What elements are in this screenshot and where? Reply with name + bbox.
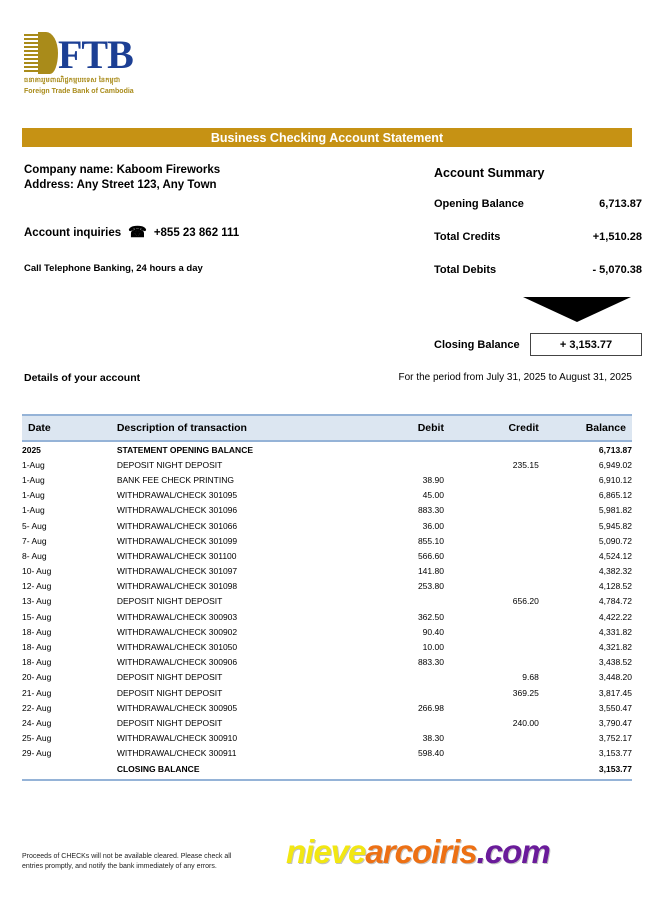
cell-debit — [345, 761, 444, 776]
transactions-table — [22, 414, 632, 776]
cell-debit: 266.98 — [417, 702, 444, 713]
cell-description: WITHDRAWAL/CHECK 301097 — [116, 566, 238, 577]
summary-row-total-debits — [434, 264, 642, 276]
cell-debit: 566.60 — [417, 550, 444, 561]
cell-description: WITHDRAWAL/CHECK 301098 — [116, 581, 238, 592]
cell-credit — [444, 700, 539, 715]
cell-debit — [345, 441, 444, 457]
watermark — [286, 833, 550, 871]
cell-date: 24- Aug — [22, 717, 52, 728]
logo-tagline: Foreign Trade Bank of Cambodia — [24, 88, 134, 95]
details-heading: Details of your account — [24, 372, 141, 384]
cell-description: WITHDRAWAL/CHECK 301066 — [116, 520, 238, 531]
cell-date: 25- Aug — [22, 733, 52, 744]
cell-debit — [345, 594, 444, 609]
table-row — [22, 518, 632, 533]
cell-description: WITHDRAWAL/CHECK 300903 — [116, 611, 238, 622]
cell-debit: 883.30 — [417, 505, 444, 516]
cell-balance: 3,550.47 — [598, 702, 632, 713]
telephone-icon: ☎ — [128, 224, 147, 241]
closing-balance-value: + 3,153.77 — [530, 333, 642, 356]
table-row — [22, 564, 632, 579]
total-debits-label: Total Debits — [434, 264, 497, 276]
account-summary — [434, 166, 642, 356]
table-row — [22, 533, 632, 548]
cell-date: 13- Aug — [22, 596, 52, 607]
watermark-part-3: .com — [476, 833, 550, 870]
table-row — [22, 715, 632, 730]
cell-description: WITHDRAWAL/CHECK 300905 — [116, 702, 238, 713]
cell-credit — [444, 548, 539, 563]
cell-description: WITHDRAWAL/CHECK 300906 — [116, 657, 238, 668]
cell-balance: 4,422.22 — [598, 611, 632, 622]
cell-debit: 36.00 — [422, 520, 444, 531]
table-row — [22, 457, 632, 472]
account-summary-title: Account Summary — [434, 166, 545, 180]
table-row — [22, 670, 632, 685]
cell-balance: 3,153.77 — [598, 763, 632, 774]
table-row — [22, 472, 632, 487]
cell-debit: 362.50 — [417, 611, 444, 622]
cell-description: WITHDRAWAL/CHECK 301100 — [116, 550, 237, 561]
cell-date: 5- Aug — [22, 520, 47, 531]
cell-debit: 10.00 — [422, 642, 444, 653]
bank-logo — [24, 30, 204, 95]
cell-balance: 4,784.72 — [598, 596, 632, 607]
cell-date: 1-Aug — [22, 490, 45, 501]
total-debits-value: - 5,070.38 — [592, 264, 642, 276]
column-header-date: Date — [22, 415, 117, 441]
table-row — [22, 761, 632, 776]
cell-credit — [444, 441, 539, 457]
cell-date: 20- Aug — [22, 672, 52, 683]
cell-debit: 253.80 — [417, 581, 444, 592]
cell-credit — [444, 518, 539, 533]
table-row — [22, 548, 632, 563]
cell-balance: 3,153.77 — [598, 748, 632, 759]
cell-credit — [444, 655, 539, 670]
cell-credit — [444, 609, 539, 624]
cell-date: 18- Aug — [22, 642, 52, 653]
table-row — [22, 488, 632, 503]
cell-date: 18- Aug — [22, 626, 52, 637]
table-row — [22, 594, 632, 609]
cell-date: 21- Aug — [22, 687, 52, 698]
summary-row-closing-balance — [434, 333, 642, 356]
cell-credit — [444, 579, 539, 594]
cell-date: 7- Aug — [22, 535, 47, 546]
summary-row-total-credits — [434, 231, 642, 243]
cell-balance: 3,752.17 — [598, 733, 632, 744]
cell-description: DEPOSIT NIGHT DEPOSIT — [116, 672, 223, 683]
cell-date: 2025 — [22, 444, 41, 455]
column-header-debit: Debit — [345, 415, 444, 441]
cell-debit — [345, 685, 444, 700]
telephone-banking-note: Call Telephone Banking, 24 hours a day — [24, 263, 203, 274]
column-header-description: Description of transaction — [117, 415, 345, 441]
account-inquiries-label: Account inquiries — [24, 227, 122, 239]
watermark-part-1: nieve — [286, 833, 366, 870]
cell-credit: 240.00 — [512, 717, 539, 728]
cell-balance: 6,910.12 — [598, 474, 632, 485]
cell-credit — [444, 564, 539, 579]
cell-description: STATEMENT OPENING BALANCE — [116, 444, 254, 455]
statement-period: For the period from July 31, 2025 to August 31, 2025 — [398, 372, 632, 383]
cell-balance: 4,128.52 — [598, 581, 632, 592]
cell-debit: 38.30 — [422, 733, 444, 744]
cell-credit: 235.15 — [512, 459, 539, 470]
cell-balance: 5,090.72 — [598, 535, 632, 546]
cell-debit: 598.40 — [417, 748, 444, 759]
account-inquiries — [24, 224, 240, 241]
cell-balance: 3,448.20 — [598, 672, 632, 683]
cell-description: WITHDRAWAL/CHECK 300910 — [116, 733, 238, 744]
account-inquiries-phone: +855 23 862 111 — [153, 227, 240, 239]
table-row — [22, 624, 632, 639]
cell-credit — [444, 746, 539, 761]
customer-info — [24, 163, 220, 193]
table-row — [22, 579, 632, 594]
footer-disclaimer: Proceeds of CHECKs will not be available cleared. Please check all entries promptly, and notify the bank immediately of any errors. — [22, 853, 232, 870]
cell-date: 8- Aug — [22, 550, 47, 561]
cell-debit: 855.10 — [417, 535, 444, 546]
cell-balance: 6,865.12 — [598, 490, 632, 501]
column-header-credit: Credit — [444, 415, 539, 441]
cell-date: 1-Aug — [22, 459, 45, 470]
cell-description: WITHDRAWAL/CHECK 301050 — [116, 642, 238, 653]
table-bottom-rule — [22, 779, 632, 781]
cell-credit: 656.20 — [512, 596, 539, 607]
transactions-table-wrap — [22, 414, 632, 781]
summary-arrow-area — [434, 297, 642, 319]
cell-description: WITHDRAWAL/CHECK 301099 — [116, 535, 238, 546]
table-row — [22, 639, 632, 654]
details-header — [24, 372, 632, 384]
opening-balance-label: Opening Balance — [434, 198, 524, 210]
cell-balance: 4,321.82 — [598, 642, 632, 653]
logo-wordmark: FTB — [58, 32, 133, 77]
cell-balance: 6,949.02 — [598, 459, 632, 470]
arrow-down-icon — [523, 297, 631, 322]
transactions-table-head — [22, 415, 632, 441]
cell-balance: 5,945.82 — [598, 520, 632, 531]
cell-description: WITHDRAWAL/CHECK 300902 — [116, 626, 238, 637]
cell-date: 29- Aug — [22, 748, 52, 759]
company-address-line: Address: Any Street 123, Any Town — [24, 179, 217, 191]
cell-debit — [345, 670, 444, 685]
total-credits-label: Total Credits — [434, 231, 501, 243]
cell-debit: 45.00 — [422, 490, 444, 501]
cell-date: 15- Aug — [22, 611, 52, 622]
table-row — [22, 685, 632, 700]
cell-credit — [444, 731, 539, 746]
cell-credit — [444, 472, 539, 487]
cell-description: CLOSING BALANCE — [116, 763, 200, 774]
cell-debit: 883.30 — [417, 657, 444, 668]
cell-debit: 90.40 — [422, 626, 444, 637]
cell-debit: 141.80 — [417, 566, 444, 577]
cell-description: BANK FEE CHECK PRINTING — [116, 474, 234, 485]
table-header-row — [22, 415, 632, 441]
cell-balance: 5,981.82 — [598, 505, 632, 516]
cell-credit — [444, 488, 539, 503]
cell-debit — [345, 457, 444, 472]
cell-credit — [444, 533, 539, 548]
cell-date: 1-Aug — [22, 505, 45, 516]
statement-title-bar: Business Checking Account Statement — [22, 128, 632, 147]
table-row — [22, 609, 632, 624]
watermark-part-2: arcoiris — [365, 833, 477, 870]
cell-credit: 369.25 — [512, 687, 539, 698]
cell-balance: 3,817.45 — [598, 687, 632, 698]
table-row — [22, 503, 632, 518]
cell-date: 1-Aug — [22, 474, 45, 485]
cell-balance: 4,524.12 — [598, 550, 632, 561]
cell-credit — [444, 503, 539, 518]
cell-balance: 3,438.52 — [598, 657, 632, 668]
cell-credit: 9.68 — [522, 672, 539, 683]
cell-description: DEPOSIT NIGHT DEPOSIT — [116, 459, 223, 470]
cell-date — [22, 761, 117, 776]
cell-date: 18- Aug — [22, 657, 52, 668]
cell-description: WITHDRAWAL/CHECK 301095 — [116, 490, 238, 501]
opening-balance-value: 6,713.87 — [599, 198, 642, 210]
table-row — [22, 700, 632, 715]
cell-credit — [444, 624, 539, 639]
cell-debit: 38.90 — [422, 474, 444, 485]
cell-balance: 6,713.87 — [598, 444, 632, 455]
cell-description: WITHDRAWAL/CHECK 300911 — [116, 748, 237, 759]
total-credits-value: +1,510.28 — [592, 231, 642, 243]
cell-debit — [345, 715, 444, 730]
transactions-table-body — [22, 441, 632, 776]
table-row — [22, 441, 632, 457]
cell-credit — [444, 639, 539, 654]
cell-description: WITHDRAWAL/CHECK 301096 — [116, 505, 238, 516]
cell-description: DEPOSIT NIGHT DEPOSIT — [116, 596, 223, 607]
cell-date: 22- Aug — [22, 702, 52, 713]
cell-description: DEPOSIT NIGHT DEPOSIT — [116, 717, 223, 728]
company-name-line: Company name: Kaboom Fireworks — [24, 164, 221, 176]
cell-date: 10- Aug — [22, 566, 52, 577]
cell-date: 12- Aug — [22, 581, 52, 592]
table-row — [22, 655, 632, 670]
table-row — [22, 731, 632, 746]
cell-balance: 4,331.82 — [598, 626, 632, 637]
column-header-balance: Balance — [539, 415, 632, 441]
cell-credit — [444, 761, 539, 776]
ftb-emblem-icon — [24, 32, 56, 74]
logo-khmer-text: ធនាគាររួមពាណិជ្ជកម្មបរទេស នៃកម្ពុជា — [24, 77, 121, 84]
cell-description: DEPOSIT NIGHT DEPOSIT — [116, 687, 223, 698]
cell-balance: 3,790.47 — [598, 717, 632, 728]
table-row — [22, 746, 632, 761]
cell-balance: 4,382.32 — [598, 566, 632, 577]
logo-row — [24, 30, 204, 77]
summary-row-opening-balance — [434, 198, 642, 210]
closing-balance-label: Closing Balance — [434, 338, 520, 351]
